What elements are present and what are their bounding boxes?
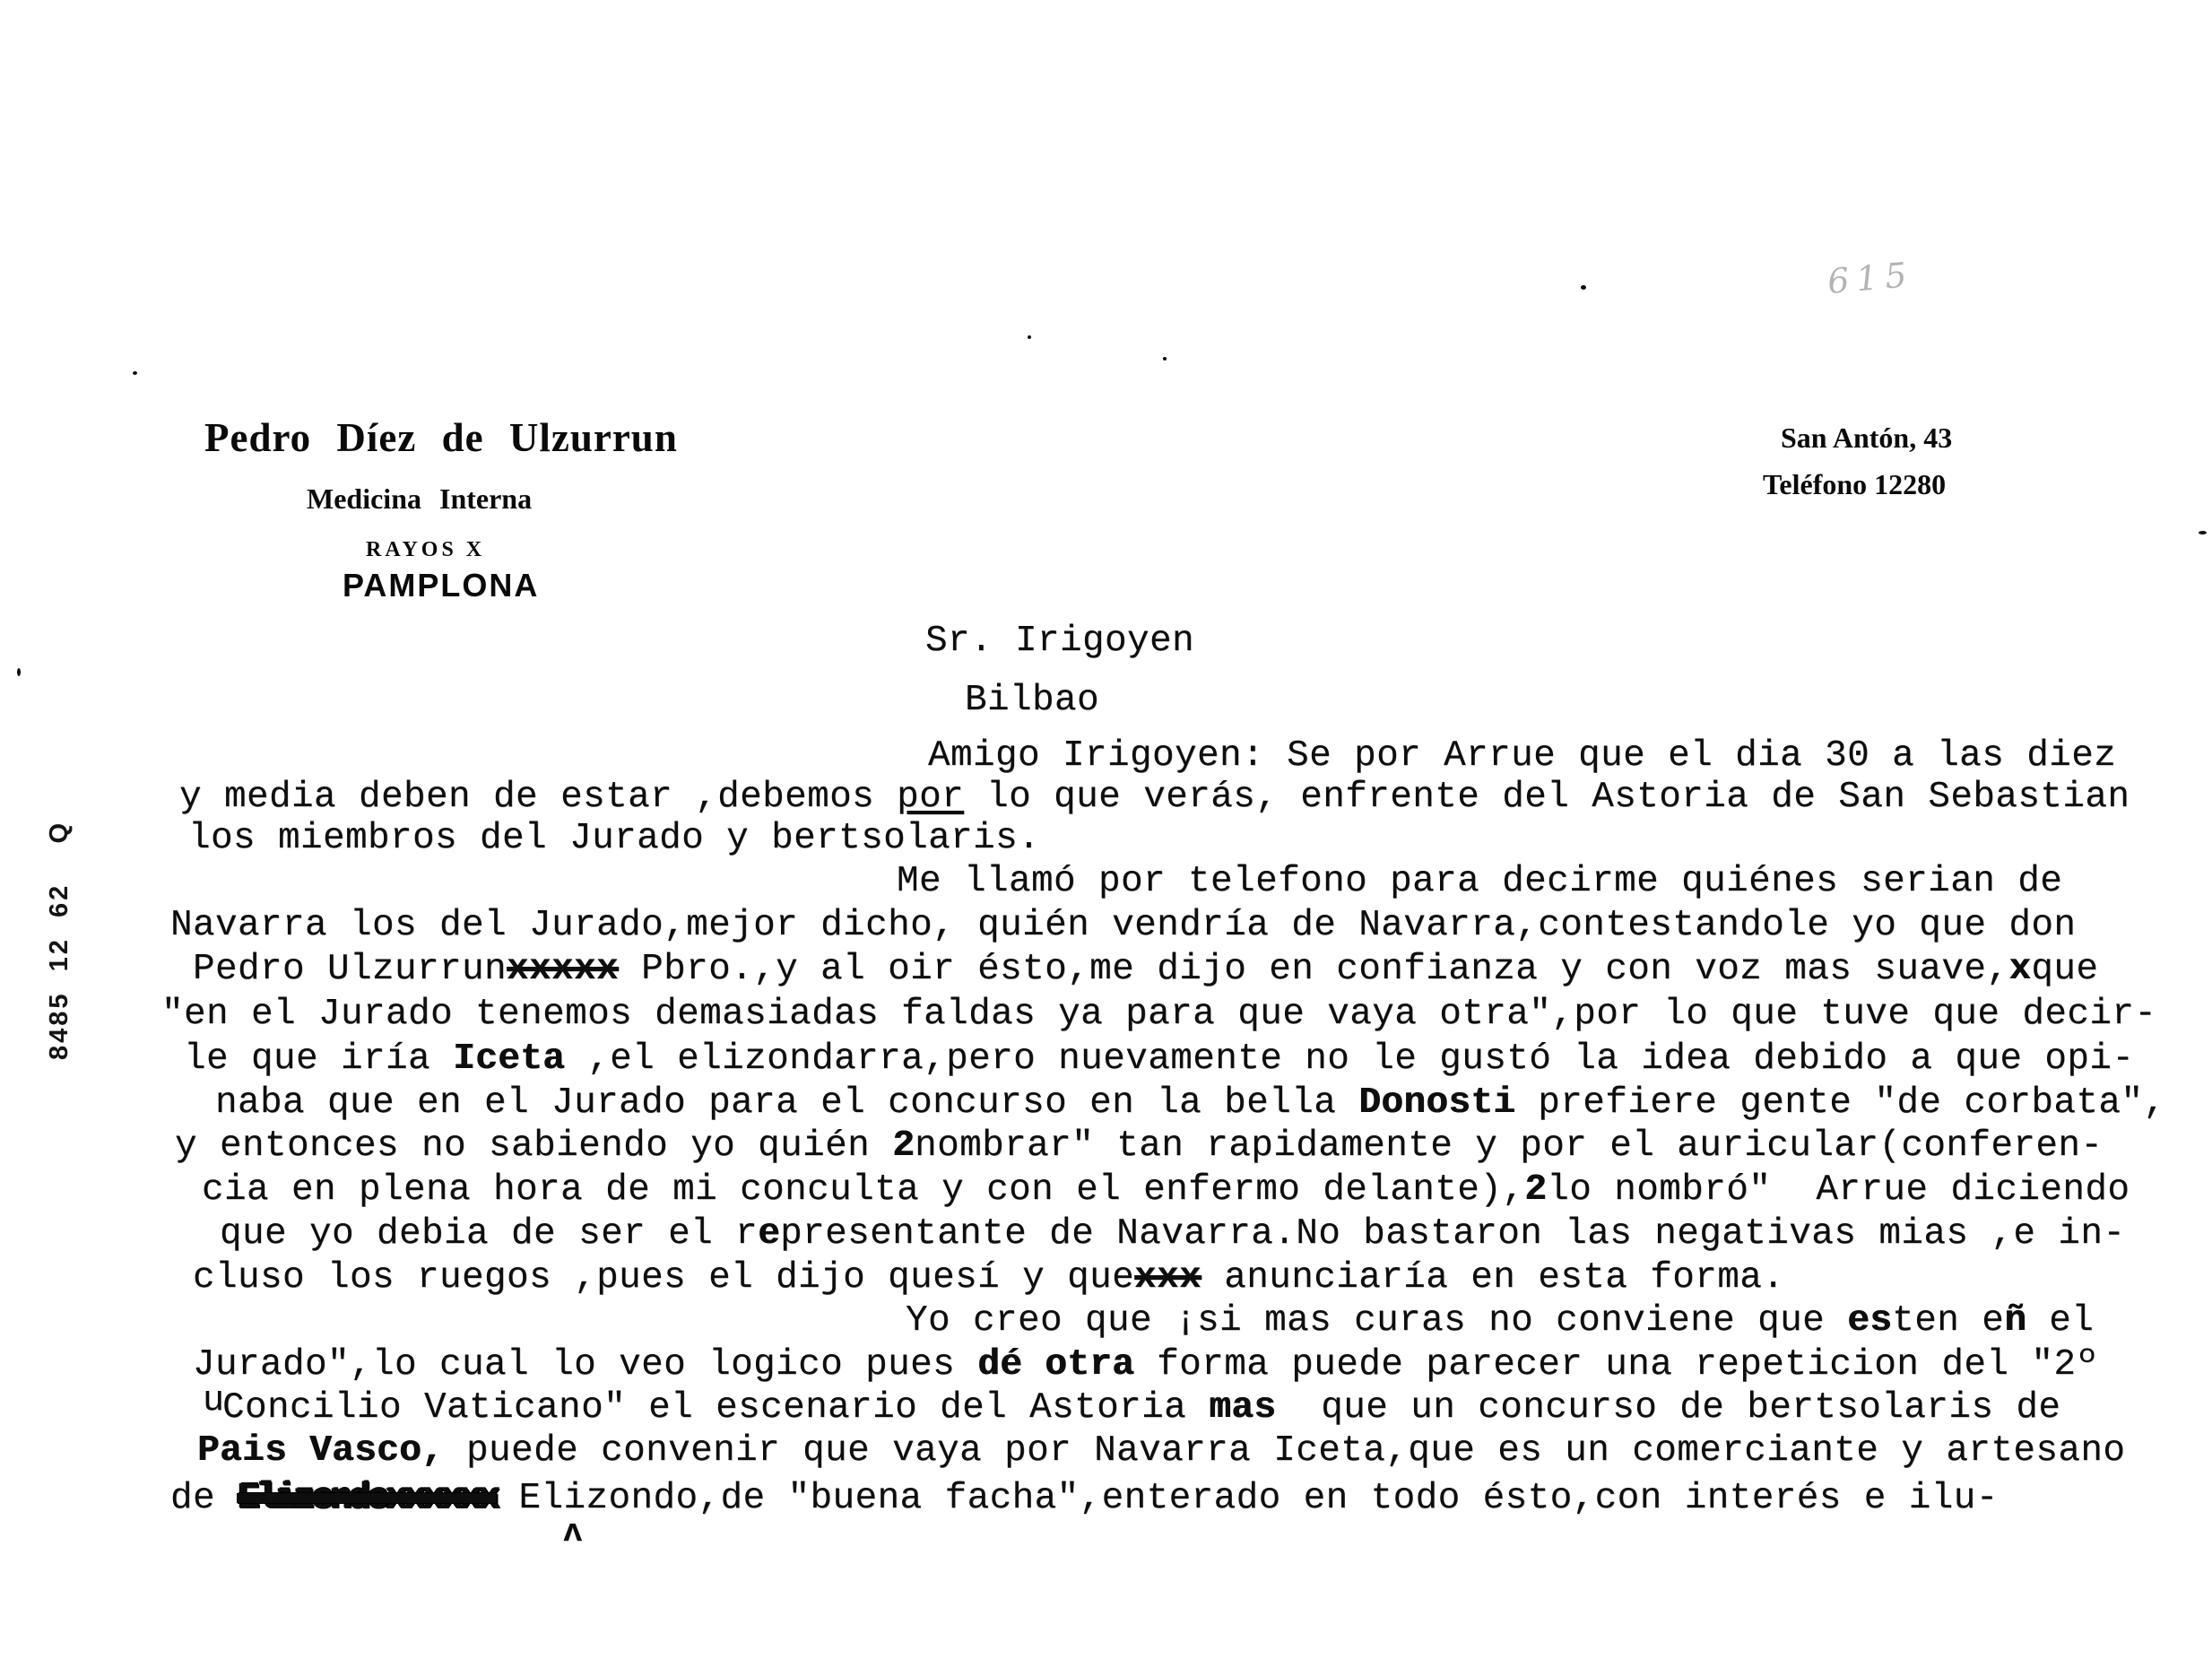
pencil-annotation: 615: [1826, 254, 1916, 302]
letter-text-segment: por: [897, 777, 965, 818]
letter-text-segment: xxx: [1134, 1257, 1202, 1299]
letter-text-segment: 2: [892, 1125, 915, 1167]
letterhead-phone: Teléfono 12280: [1763, 468, 1947, 500]
letterhead-address: San Antón, 43: [1781, 421, 1953, 454]
letter-text-segment: "en el Jurado tenemos demasiadas faldas ya para que vaya otra",por lo que tuve que decir-: [161, 994, 2157, 1035]
letter-line: [222, 1387, 2060, 1429]
letter-text-segment: naba que en el Jurado para el concurso en la bella: [215, 1082, 1359, 1124]
letter-text-segment: cluso los ruegos ,pues el dijo quesí y que: [193, 1257, 1135, 1299]
scan-speck: [17, 668, 21, 676]
letter-text-segment: puede convenir que vaya por Navarra Iceta,que es un comerciante y artesano: [444, 1430, 2126, 1472]
letter-line: [220, 1213, 2125, 1255]
letter-text-segment: ,el elizondarra,pero nuevamente no le gustó la idea debido a que opi-: [565, 1038, 2135, 1080]
letterhead-city: PAMPLONA: [343, 567, 540, 604]
letter-line: [179, 777, 2130, 818]
letter-text-segment: que: [2031, 949, 2099, 990]
letter-text-segment: el: [2026, 1300, 2095, 1342]
letter-text-segment: Me llamó por telefono para decirme quiénes serian de: [897, 861, 2063, 902]
scan-speck: [133, 371, 137, 375]
letter-text-segment: e: [758, 1213, 781, 1255]
letter-text-segment: los miembros del Jurado y bertsolaris.: [188, 818, 1041, 859]
letter-line: [197, 1430, 2125, 1472]
letter-line: [193, 1257, 1784, 1299]
scan-speck: [1028, 335, 1031, 339]
letter-text-segment: Concilio Vaticano" el escenario del Astoria: [222, 1387, 1210, 1429]
letter-text-segment: ten e: [1892, 1300, 2005, 1342]
margin-archive-number: 8485 12 62 Q: [45, 820, 74, 1060]
letter-text-segment: Iceta: [453, 1038, 566, 1080]
letter-text-segment: mas: [1209, 1387, 1277, 1429]
letter-line: [188, 818, 1040, 859]
letterhead-specialty: Medicina Interna: [307, 482, 533, 515]
stray-overtype-u: u: [203, 1381, 225, 1421]
letter-text-segment: de: [170, 1478, 239, 1519]
letter-text-segment: Yo creo que ¡si mas curas no conviene que: [906, 1300, 1848, 1342]
letter-line: [193, 1344, 2098, 1386]
letter-text-segment: forma puede parecer una repeticion del "2º: [1134, 1344, 2099, 1386]
letterhead-rayos-x: RAYOS X: [366, 538, 486, 561]
letter-text-segment: Amigo Irigoyen: Se por Arrue que el dia 30 a las diez: [928, 735, 2117, 777]
letter-line: [170, 1478, 1999, 1519]
letter-text-segment: es: [1847, 1300, 1893, 1342]
letter-line: [928, 735, 2116, 777]
letter-text-segment: Donosti: [1358, 1082, 1516, 1124]
letter-line: [193, 949, 2098, 990]
recipient-city: Bilbao: [965, 680, 1100, 721]
letter-text-segment: dé otra: [977, 1344, 1135, 1386]
letter-text-segment: Pbro.,y al oir ésto,me dijo en confianza y con voz mas suave,: [619, 949, 2009, 990]
letter-line: [170, 905, 2076, 946]
letter-text-segment: anunciaría en esta forma.: [1201, 1257, 1785, 1299]
letter-line: [906, 1300, 2094, 1342]
letterhead-name: Pedro Díez de Ulzurrun: [204, 415, 678, 460]
letter-line: [175, 1125, 2103, 1167]
letter-line: [202, 1169, 2130, 1211]
letter-line: [215, 1082, 2165, 1124]
letter-text-segment: Elizondo,de "buena facha",enterado en todo ésto,con interés e ilu-: [496, 1478, 1999, 1519]
letter-text-segment: y entonces no sabiendo yo quién: [175, 1125, 893, 1167]
letter-text-segment: ñ: [2004, 1300, 2027, 1342]
letter-text-segment: xxxxx: [507, 949, 620, 990]
letter-text-segment: Elizondoxxxxxx: [238, 1478, 497, 1519]
letter-text-segment: presentante de Navarra.No bastaron las negativas mias ,e in-: [780, 1213, 2126, 1255]
recipient-name: Sr. Irigoyen: [925, 621, 1195, 662]
letter-text-segment: lo nombró" Arrue diciendo: [1547, 1169, 2130, 1211]
scan-speck: [2199, 531, 2207, 534]
letter-text-segment: y media deben de estar ,debemos: [179, 777, 898, 818]
letter-line: [161, 994, 2156, 1035]
scan-speck: [1581, 285, 1586, 290]
letter-text-segment: Pais Vasco,: [197, 1430, 445, 1472]
scan-speck: [1163, 357, 1167, 361]
stray-caret-mark: ʌ: [563, 1514, 584, 1551]
letter-line: [897, 861, 2062, 902]
letter-line: [184, 1038, 2134, 1080]
letter-text-segment: que yo debia de ser el r: [220, 1213, 759, 1255]
letter-text-segment: lo que verás, enfrente del Astoria de San Sebastian: [964, 777, 2130, 818]
letter-text-segment: Pedro Ulzurrun: [193, 949, 507, 990]
letter-text-segment: que un concurso de bertsolaris de: [1276, 1387, 2061, 1429]
letter-text-segment: Navarra los del Jurado,mejor dicho, quién vendría de Navarra,contestandole yo que don: [170, 905, 2077, 946]
letter-text-segment: Jurado",lo cual lo veo logico pues: [193, 1344, 978, 1386]
letter-text-segment: cia en plena hora de mi conculta y con el enfermo delante),: [202, 1169, 1525, 1211]
letter-text-segment: le que iría: [184, 1038, 454, 1080]
letter-text-segment: x: [2008, 949, 2032, 990]
letter-text-segment: prefiere gente "de corbata",: [1515, 1082, 2166, 1124]
letter-text-segment: 2: [1524, 1169, 1548, 1211]
letter-text-segment: nombrar" tan rapidamente y por el auricular(conferen-: [915, 1125, 2104, 1167]
